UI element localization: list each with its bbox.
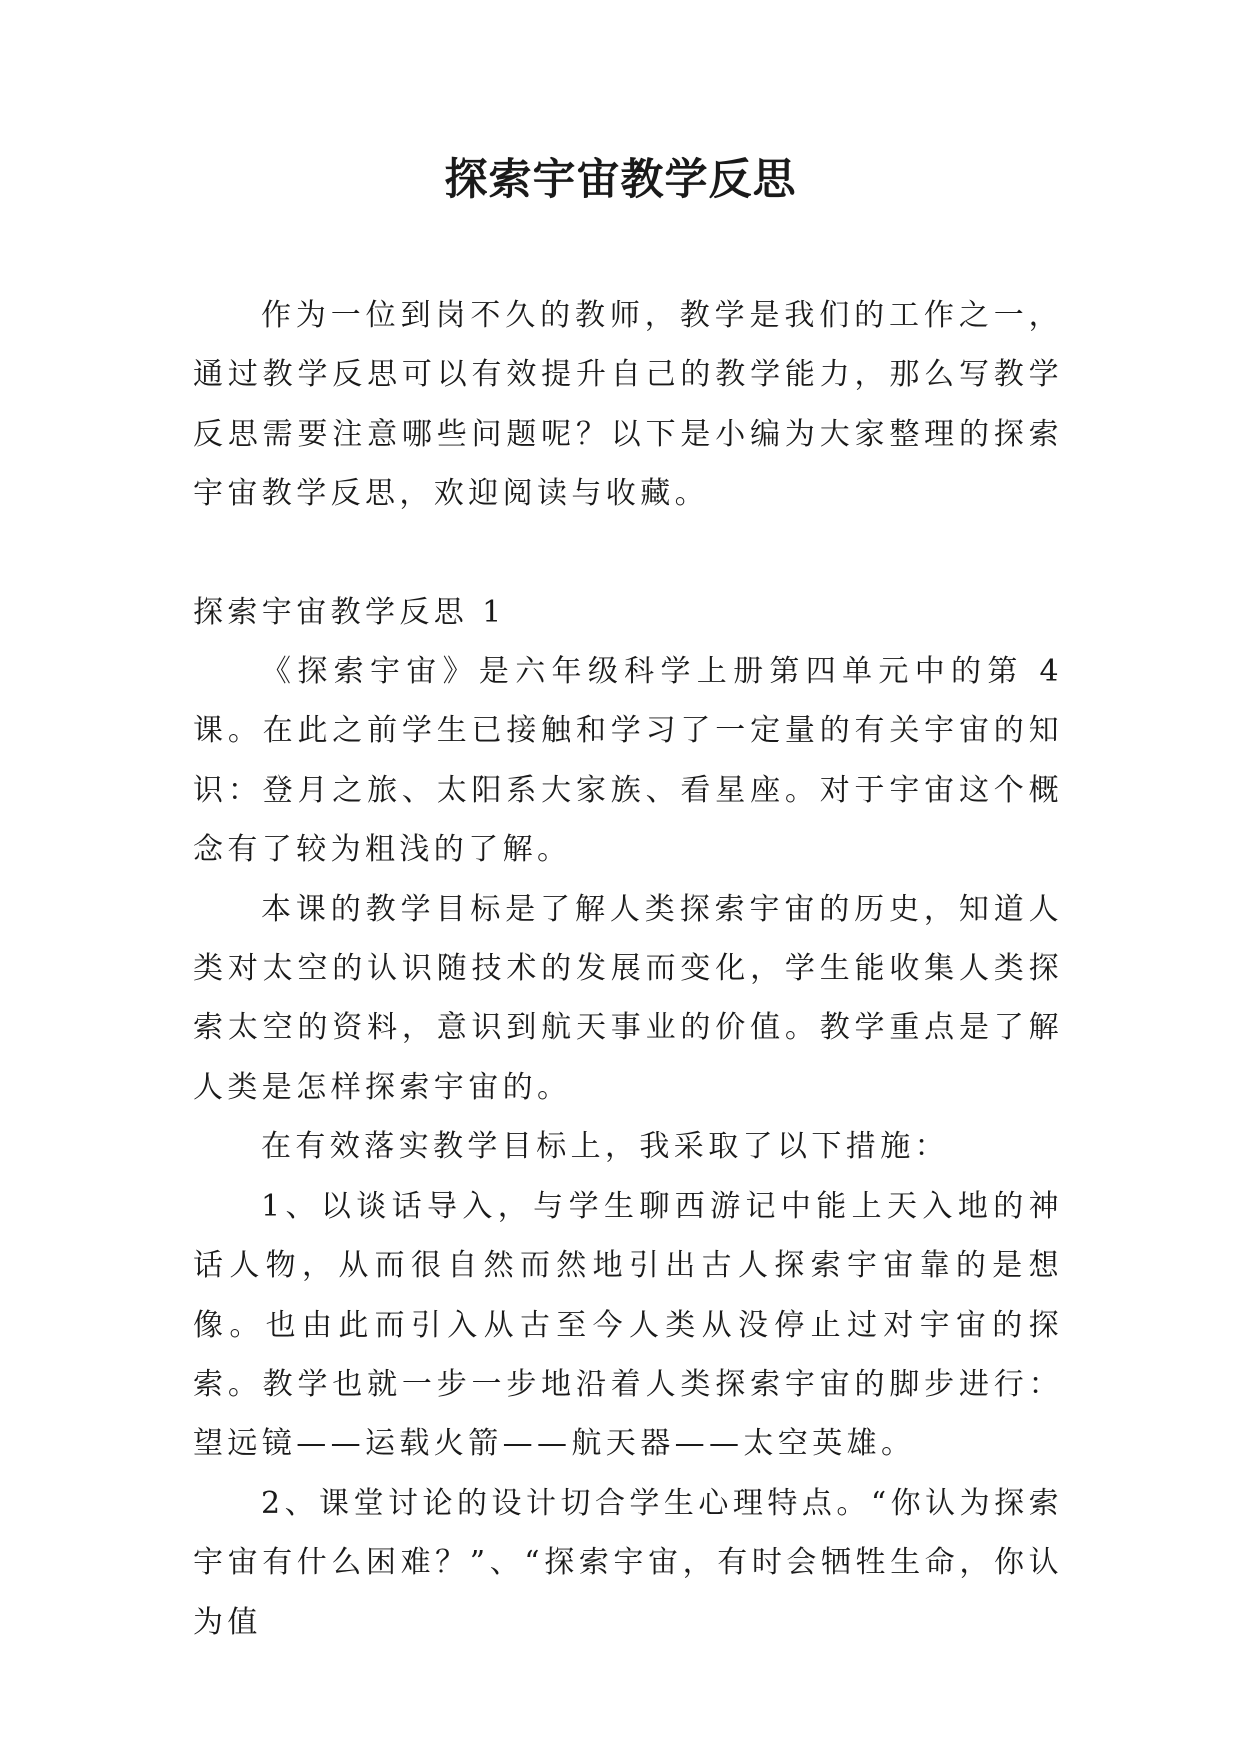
document-title: 探索宇宙教学反思 <box>444 155 797 205</box>
body-paragraph: 1、以谈话导入，与学生聊西游记中能上天入地的神话人物，从而很自然而然地引出古人探索宇宙靠的是想像。也由此而引入从古至今人类从没停止过对宇宙的探索。教学也就一步一步地沿着人类探索宇宙的脚步进行：望远镜——运载火箭——航天器——太空英雄。 <box>193 1188 1063 1462</box>
body-paragraph: 《探索宇宙》是六年级科学上册第四单元中的第 4 课。在此之前学生已接触和学习了一定量的有关宇宙的知识：登月之旅、太阳系大家族、看星座。对于宇宙这个概念有了较为粗浅的了解。 <box>193 654 1063 868</box>
body-paragraph: 2、课堂讨论的设计切合学生心理特点。“你认为探索宇宙有什么困难？”、“探索宇宙，有时会牺牲生命，你认为值 <box>193 1485 1063 1640</box>
intro-paragraph: 作为一位到岗不久的教师，教学是我们的工作之一，通过教学反思可以有效提升自己的教学能力，那么写教学反思需要注意哪些问题呢？以下是小编为大家整理的探索宇宙教学反思，欢迎阅读与收藏。 <box>193 298 1063 512</box>
body-paragraph: 本课的教学目标是了解人类探索宇宙的历史，知道人类对太空的认识随技术的发展而变化，学生能收集人类探索太空的资料，意识到航天事业的价值。教学重点是了解人类是怎样探索宇宙的。 <box>193 891 1063 1105</box>
document-body <box>193 286 1063 1652</box>
body-paragraph: 在有效落实教学目标上，我采取了以下措施： <box>261 1129 949 1165</box>
section-heading: 探索宇宙教学反思 1 <box>193 594 506 630</box>
